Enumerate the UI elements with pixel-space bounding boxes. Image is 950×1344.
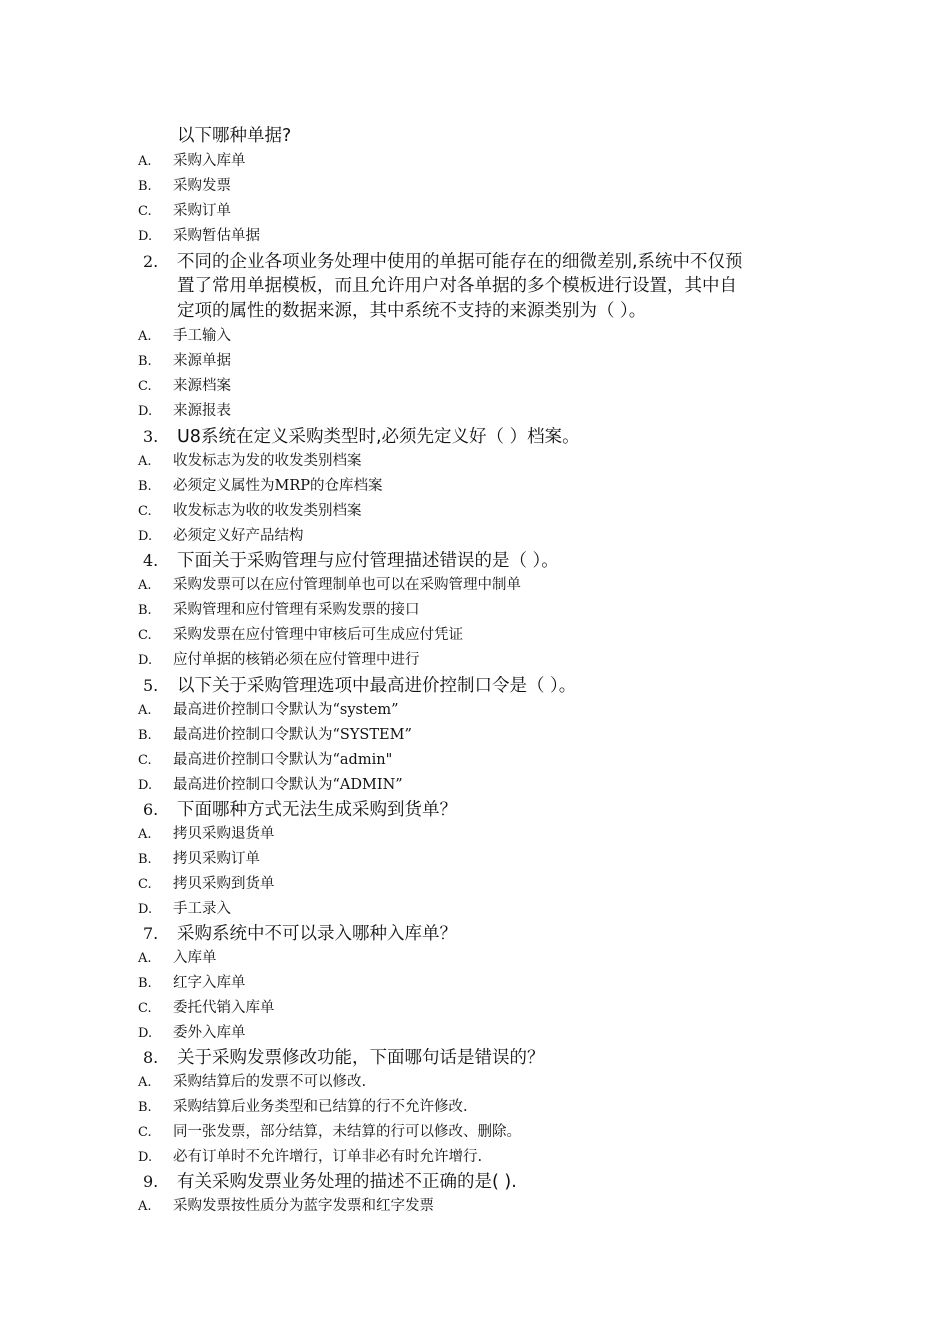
option-text: 应付单据的核销必须在应付管理中进行 <box>173 652 420 668</box>
question-6 <box>143 797 457 822</box>
question-text: 下面关于采购管理与应付管理描述错误的是（ ）。 <box>177 551 559 571</box>
q9-option-a <box>138 1194 434 1219</box>
question-number: 6. <box>143 800 159 819</box>
q1-option-d <box>138 224 260 249</box>
question-3 <box>143 424 580 449</box>
option-letter: B. <box>138 479 152 494</box>
q6-option-a <box>138 822 275 847</box>
option-letter: D. <box>138 653 153 668</box>
option-text: 必须定义好产品结构 <box>173 528 304 544</box>
option-letter: A. <box>138 703 152 718</box>
question-number: 8. <box>143 1048 159 1067</box>
option-text: 必须定义属性为MRP的仓库档案 <box>173 478 383 494</box>
question-text-line-2: 置了常用单据模板，而且允许用户对各单据的多个模板进行设置，其中自 <box>177 276 737 296</box>
option-text: 入库单 <box>173 950 217 966</box>
option-letter: A. <box>138 951 152 966</box>
question-number: 9. <box>143 1172 159 1191</box>
option-text: 委托代销入库单 <box>173 1000 275 1016</box>
q7-option-b <box>138 971 246 996</box>
option-text: 采购发票 <box>173 178 231 194</box>
option-text: 收发标志为收的收发类别档案 <box>173 503 362 519</box>
q3-option-a <box>138 449 362 474</box>
option-letter: C. <box>138 1001 152 1016</box>
option-text: 来源报表 <box>173 403 231 419</box>
question-number: 5. <box>143 676 159 695</box>
option-letter: B. <box>138 728 152 743</box>
q5-option-d <box>138 773 403 798</box>
option-text: 最高进价控制口令默认为“admin" <box>173 752 393 768</box>
option-text: 采购管理和应付管理有采购发票的接口 <box>173 602 420 618</box>
question-text: 关于采购发票修改功能，下面哪句话是错误的？ <box>177 1048 545 1068</box>
q5-option-c <box>138 748 392 773</box>
option-text: 最高进价控制口令默认为“system” <box>173 702 399 718</box>
option-text: 必有订单时不允许增行，订单非必有时允许增行. <box>173 1149 483 1165</box>
q5-option-b <box>138 723 412 748</box>
option-text: 来源单据 <box>173 353 231 369</box>
question-number: 7. <box>143 924 159 943</box>
question-number: 4. <box>143 551 159 570</box>
q2-option-d <box>138 399 231 424</box>
question-text: 采购系统中不可以录入哪种入库单？ <box>177 924 457 944</box>
option-letter: D. <box>138 902 153 917</box>
q7-option-d <box>138 1021 246 1046</box>
option-letter: B. <box>138 1100 152 1115</box>
q3-option-d <box>138 524 304 549</box>
question-number: 2. <box>143 252 159 271</box>
option-letter: D. <box>138 404 153 419</box>
q2-option-b <box>138 349 231 374</box>
question-text: 以下关于采购管理选项中最高进价控制口令是（ ）。 <box>177 676 577 696</box>
option-text: 采购入库单 <box>173 153 246 169</box>
option-letter: D. <box>138 529 153 544</box>
q4-option-b <box>138 598 420 623</box>
option-text: 采购发票按性质分为蓝字发票和红字发票 <box>173 1198 434 1214</box>
q7-option-c <box>138 996 275 1021</box>
question-9 <box>143 1169 517 1194</box>
option-text: 采购发票可以在应付管理制单也可以在采购管理中制单 <box>173 577 521 593</box>
option-letter: A. <box>138 1199 152 1214</box>
option-letter: A. <box>138 578 152 593</box>
q5-option-a <box>138 698 399 723</box>
question-text: 有关采购发票业务处理的描述不正确的是( ). <box>177 1172 517 1192</box>
q8-option-b <box>138 1095 468 1120</box>
option-letter: B. <box>138 354 152 369</box>
option-text: 拷贝采购退货单 <box>173 826 275 842</box>
option-letter: A. <box>138 154 152 169</box>
option-text: 采购暂估单据 <box>173 228 260 244</box>
q3-option-b <box>138 474 383 499</box>
q1-option-a <box>138 149 246 174</box>
option-letter: C. <box>138 379 152 394</box>
question-8 <box>143 1045 545 1070</box>
option-text: 委外入库单 <box>173 1025 246 1041</box>
q2-option-c <box>138 374 231 399</box>
option-text: 来源档案 <box>173 378 231 394</box>
option-text: 收发标志为发的收发类别档案 <box>173 453 362 469</box>
option-letter: B. <box>138 976 152 991</box>
option-text: 最高进价控制口令默认为“SYSTEM” <box>173 727 412 743</box>
option-letter: B. <box>138 179 152 194</box>
q6-option-b <box>138 847 260 872</box>
option-text: 采购结算后业务类型和已结算的行不允许修改. <box>173 1099 468 1115</box>
q6-option-d <box>138 897 231 922</box>
option-text: 拷贝采购订单 <box>173 851 260 867</box>
question-number: 3. <box>143 427 159 446</box>
option-text: 最高进价控制口令默认为“ADMIN” <box>173 777 403 793</box>
option-text: 采购订单 <box>173 203 231 219</box>
option-letter: A. <box>138 329 152 344</box>
q3-option-c <box>138 499 362 524</box>
q8-option-a <box>138 1070 366 1095</box>
option-letter: C. <box>138 877 152 892</box>
question-text: 下面哪种方式无法生成采购到货单？ <box>177 800 457 820</box>
option-letter: C. <box>138 1125 152 1140</box>
option-letter: C. <box>138 204 152 219</box>
q6-option-c <box>138 872 275 897</box>
q1-option-b <box>138 174 231 199</box>
option-text: 手工录入 <box>173 901 231 917</box>
option-text: 拷贝采购到货单 <box>173 876 275 892</box>
q2-option-a <box>138 324 231 349</box>
option-text: 手工输入 <box>173 328 231 344</box>
option-letter: C. <box>138 628 152 643</box>
question-4 <box>143 548 559 573</box>
option-letter: A. <box>138 827 152 842</box>
question-7 <box>143 921 457 946</box>
q4-option-c <box>138 623 463 648</box>
option-letter: B. <box>138 852 152 867</box>
question-text: U8系统在定义采购类型时,必须先定义好（ ）档案。 <box>177 427 580 447</box>
option-letter: C. <box>138 753 152 768</box>
option-letter: A. <box>138 1075 152 1090</box>
question-text-line-1: 不同的企业各项业务处理中使用的单据可能存在的细微差别,系统中不仅预 <box>177 252 743 272</box>
option-letter: C. <box>138 504 152 519</box>
option-text: 同一张发票，部分结算，未结算的行可以修改、删除。 <box>173 1124 521 1140</box>
option-letter: B. <box>138 603 152 618</box>
option-text: 采购发票在应付管理中审核后可生成应付凭证 <box>173 627 463 643</box>
option-letter: D. <box>138 1150 153 1165</box>
option-letter: A. <box>138 454 152 469</box>
question-1-tail: 以下哪种单据? <box>177 126 292 146</box>
q7-option-a <box>138 946 217 971</box>
question-5 <box>143 673 576 698</box>
q4-option-d <box>138 648 420 673</box>
q8-option-d <box>138 1145 482 1170</box>
option-letter: D. <box>138 229 153 244</box>
option-text: 采购结算后的发票不可以修改. <box>173 1074 367 1090</box>
q1-option-c <box>138 199 231 224</box>
option-letter: D. <box>138 1026 153 1041</box>
option-text: 红字入库单 <box>173 975 246 991</box>
q4-option-a <box>138 573 521 598</box>
option-letter: D. <box>138 778 153 793</box>
question-2 <box>143 249 743 274</box>
q8-option-c <box>138 1120 521 1145</box>
question-text-line-3: 定项的属性的数据来源，其中系统不支持的来源类别为（ ）。 <box>177 301 647 321</box>
